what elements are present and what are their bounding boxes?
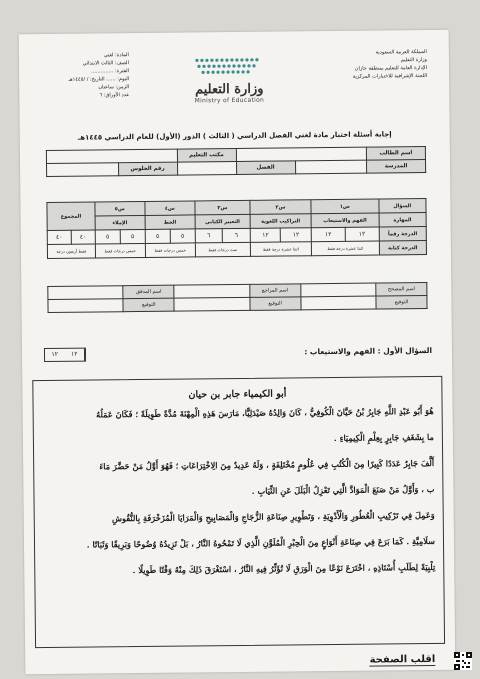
header-detail: الفترة: .............. (91, 68, 130, 75)
grade-digit-cell: ١٢ (345, 227, 379, 241)
grade-words-header: الدرجة كتابة (379, 241, 426, 255)
grades-table (46, 198, 427, 259)
grade-digits-header: الدرجة رقماً (379, 227, 426, 241)
grade-digit-cell: ١٢ (281, 228, 312, 242)
header-detail: اليوم: ...... التاريخ: / /١٤٤٥هـ (68, 76, 130, 83)
class-label: الفصل (236, 161, 295, 175)
education-office-label: مكتب التعليم (177, 149, 236, 163)
auditor-name-label: اسم المدقق (123, 285, 174, 299)
grade-digit-cell: ٥ (170, 229, 195, 243)
skill-structures: التراكيب اللغوية (250, 214, 311, 229)
header-detail: الزمن: ساعتان (98, 84, 130, 91)
header-detail: عدد الأوراق: ٦ (99, 92, 130, 99)
question-4-header: س٤ (145, 201, 195, 216)
seat-number-field[interactable] (47, 163, 119, 177)
grade-digit-cell: ٥ (120, 229, 145, 243)
seat-number-label: رقم الجلوس (118, 162, 177, 176)
skill-dictation: الإملاء (95, 215, 145, 230)
reviewer-signature-field[interactable] (174, 297, 249, 311)
exam-paper (19, 30, 456, 674)
auditor-name-field[interactable] (48, 286, 123, 300)
passage-line: أَلَّفَ جَابِرٌ عَدَدًا كَبِيرًا مِنَ الْكُتُبِ فِي عُلُومٍ مُخْتَلِفَةٍ ، وَلَهُ عَدِيدٌ مِنَ الِاخْتِرَاعَاتِ ؛ فَهُوَ أَوَّلُ مَنْ حَضَّرَ مَاءَ (99, 457, 435, 472)
school-label: المدرسة (366, 160, 425, 174)
passage-line: وَعَمِلَ فِي تَرْكِيبِ الْعُطُورِ وَالْأَدْوِيَةِ ، وَتَطْوِيرِ صِنَاعَةِ الزُّجَاجِ وَالْمَصَابِيحِ وَالْمَرَايَا الْمُزَخْرَفَةِ بِالنُّقُوشِ (111, 509, 435, 524)
reviewer-signature-label: التوقيع (250, 297, 301, 311)
auditor-signature-label: التوقيع (123, 298, 174, 312)
question-1-title: السؤال الأول : الفهم والاستيعاب : (304, 345, 433, 357)
header-line: الإدارة العامة للتعليم بمنطقة جازان (354, 64, 428, 72)
question-2-header: س٢ (250, 200, 311, 215)
auditor-signature-field[interactable] (48, 299, 123, 313)
grade-digit-cell: ٦ (223, 228, 251, 242)
header-line: المملكة العربية السعودية (375, 48, 427, 56)
grade-words-cell: اثنتا عشرة درجة فقط (250, 242, 311, 257)
header-ministry-text (297, 48, 427, 81)
grade-words-cell: خمس درجات فقط (145, 243, 195, 258)
turn-page-note: اقلب الصفحة (369, 653, 436, 666)
header-detail: المادة: لغتي (103, 52, 129, 59)
exam-title: إجابة أسئلة اختبار مادة لغتي الفصل الدراسي ( الثالث ) الدور (الأول) للعام الدراسي ١٤٤٥هـ (77, 130, 392, 142)
skill-handwriting: الخط (145, 215, 195, 230)
header (19, 48, 450, 130)
corrector-name-label: اسم المصحح (376, 283, 427, 297)
signatures-table (47, 282, 427, 313)
total-digit-cell: ٤٠ (47, 230, 71, 244)
corrector-name-field[interactable] (300, 283, 375, 297)
qr-code-icon (454, 652, 472, 670)
header-line: وزارة التعليم (400, 56, 427, 64)
skill-header: المهارة (379, 213, 426, 227)
question-3-header: س٣ (195, 200, 250, 215)
question-1-header: س١ (311, 199, 379, 214)
grade-digit-cell: ٥ (95, 230, 120, 244)
total-digit-cell: ٤٠ (71, 230, 95, 244)
passage-line: سلَامِيَّةِ . كَمَا بَرَعَ فِي صِنَاعَةِ أَنْوَاعٍ مِنَ الْحِبْرِ الْمُلَوَّنِ الَّذِي لَا تَمْحُوهُ النَّارُ ، بَلْ تَزِيدُهُ وُضُوحًا وَبَرِيقًا وَثَبَاتًا . (86, 535, 436, 550)
grade-words-cell: ست درجات فقط (195, 242, 250, 257)
passage-line: تِلْبِيَةً لِطَلَبِ أُسْتَاذِهِ ، اخْتَرَعَ نَوْعًا مِنَ الْوَرَقِ لَا تُؤَثِّرُ فِيهِ النَّارُ ، اسْتَغْرَقَ ذَلِكَ مِنْهُ وَقْتًا طَوِيلًا . (132, 561, 436, 576)
corrector-signature-label: التوقيع (376, 296, 427, 310)
header-exam-details (49, 51, 129, 100)
grade-words-cell: خمس درجات فقط (95, 243, 145, 258)
passage-line: ب ، وَأَوَّلُ مَنْ صَنَعَ الْمَوَادَّ الَّتِي تَعْزِلُ الْبَلَلَ عَنِ الثِّيَابِ . (251, 483, 435, 496)
passage-line: ما بِشَغَفِ جَابِرٍ بِعِلْمِ الْكِيمِيَاءِ . (333, 431, 434, 443)
header-detail: الصف: الثالث الابتدائي (82, 60, 130, 67)
grade-digit-cell: ٥ (145, 229, 170, 243)
question-header: السؤال (379, 199, 426, 213)
grade-digit-cell: ٦ (195, 229, 223, 243)
skill-writing: التعبير الكتابي (195, 214, 250, 229)
school-field[interactable] (295, 160, 367, 174)
reviewer-name-field[interactable] (174, 284, 249, 298)
question-1-max-score: ١٢ (64, 349, 85, 361)
header-line: اللجنة الإشرافية للاختبارات المركزية (352, 72, 428, 80)
ministry-logo-icon (189, 54, 269, 81)
question-1-score-box (44, 348, 86, 362)
grade-digit-cell: ١٢ (311, 227, 345, 241)
total-words-cell: فقط أربعون درجة (47, 244, 95, 258)
corrector-signature-field[interactable] (301, 296, 376, 310)
passage-line: هُوَ أَبُو عَبْدِ اللَّهِ جَابِرُ بْنُ حَيَّانَ الْكُوفِيُّ ، كَانَ وَالِدُهُ صَيْدَلِيًّا، مَارَسَ هَذِهِ الْمِهْنَةَ مُدَّةً طَوِيلَةً ؛ فَكَانَ عَمَلُهُ (96, 405, 434, 420)
total-header: المجموع (47, 202, 95, 230)
reviewer-name-label: اسم المراجع (249, 284, 300, 298)
skill-comprehension: الفهم والاستيعاب (311, 213, 379, 228)
class-field[interactable] (177, 161, 236, 175)
ministry-logo (169, 53, 290, 114)
grade-digit-cell: ١٢ (250, 228, 281, 242)
student-info-table (46, 146, 426, 177)
student-name-label: اسم الطالب (366, 147, 425, 161)
question-5-header: س٥ (95, 201, 145, 216)
grade-words-cell: اثنتا عشرة درجة فقط (311, 241, 379, 256)
passage-title: أبو الكيمياء جابر بن حيان (188, 388, 287, 401)
logo-arabic-text: وزارة التعليم (194, 81, 264, 98)
logo-english-text: Ministry of Education (194, 96, 265, 105)
question-1-score: ١٢ (51, 350, 59, 358)
reading-passage (32, 376, 445, 648)
